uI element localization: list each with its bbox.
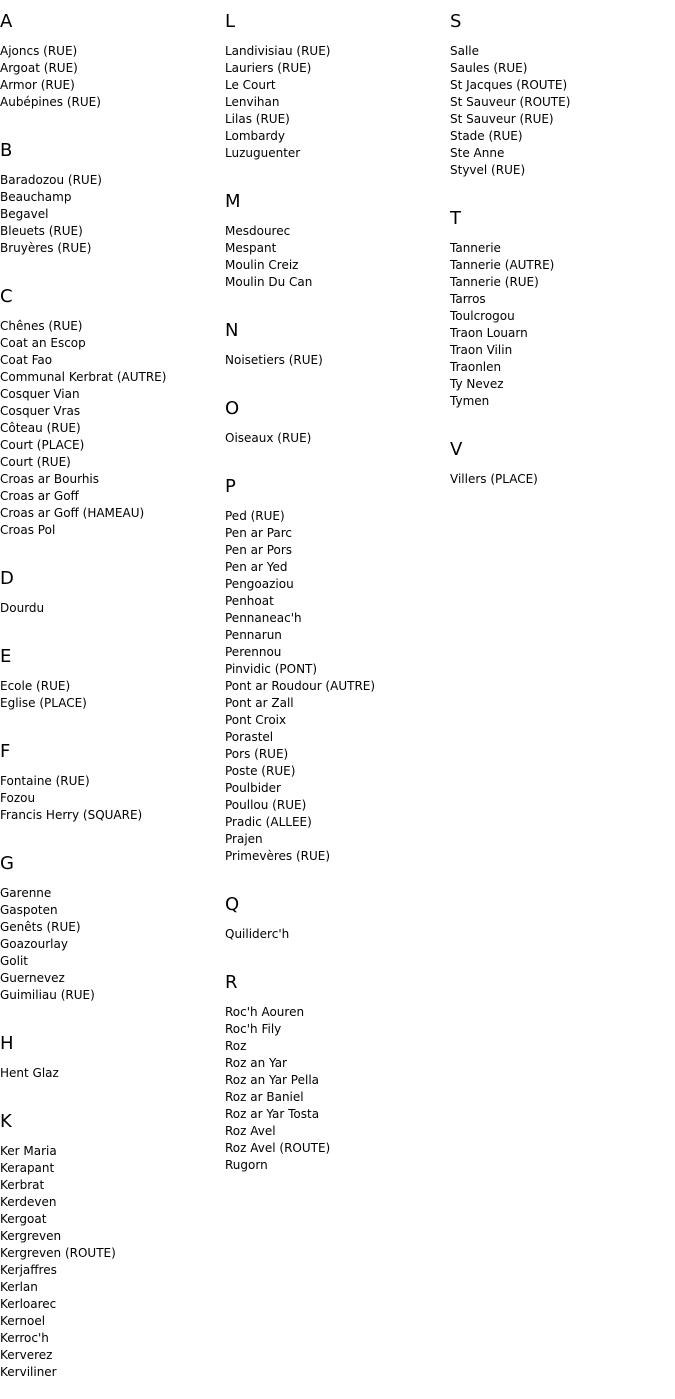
letter-heading: D xyxy=(0,568,14,589)
street-link[interactable]: Kerdeven xyxy=(0,1195,57,1209)
street-link[interactable]: Pinvidic (PONT) xyxy=(225,662,318,676)
letter-heading: C xyxy=(0,286,13,307)
street-link[interactable]: Roz an Yar xyxy=(225,1056,287,1070)
street-link[interactable]: Bleuets (RUE) xyxy=(0,224,83,238)
letter-group xyxy=(450,0,675,197)
street-link[interactable]: Kerbrat xyxy=(0,1178,45,1192)
street-link[interactable]: Croas Pol xyxy=(0,523,56,537)
letter-heading: L xyxy=(225,11,236,32)
street-link[interactable]: Pennaneac'h xyxy=(225,611,302,625)
letter-heading: K xyxy=(0,1111,12,1132)
street-link[interactable]: Roz Avel xyxy=(225,1124,276,1138)
street-link[interactable]: Ty Nevez xyxy=(450,377,504,391)
street-link[interactable]: Roz ar Yar Tosta xyxy=(225,1107,320,1121)
street-link[interactable]: Baradozou (RUE) xyxy=(0,173,102,187)
street-link[interactable]: Kergreven (ROUTE) xyxy=(0,1246,116,1260)
street-link[interactable]: Kerjaffres xyxy=(0,1263,57,1277)
street-link[interactable]: Gaspoten xyxy=(0,903,58,917)
street-link[interactable]: Tymen xyxy=(450,394,490,408)
letter-group xyxy=(0,1100,225,1399)
street-link[interactable]: St Sauveur (ROUTE) xyxy=(450,95,571,109)
letter-heading: E xyxy=(0,646,12,667)
street-list xyxy=(225,420,450,465)
street-link[interactable]: Pengoaziou xyxy=(225,577,294,591)
street-link[interactable]: Coat an Escop xyxy=(0,336,86,350)
street-list xyxy=(225,213,450,309)
street-link[interactable]: Pennarun xyxy=(225,628,282,642)
index-column xyxy=(450,0,675,506)
street-link[interactable]: Garenne xyxy=(0,886,52,900)
street-link[interactable]: Lilas (RUE) xyxy=(225,112,290,126)
letter-heading: F xyxy=(0,741,11,762)
street-link[interactable]: Pen ar Parc xyxy=(225,526,293,540)
street-link[interactable]: Le Court xyxy=(225,78,276,92)
letter-heading: O xyxy=(225,398,240,419)
street-link[interactable]: Guimiliau (RUE) xyxy=(0,988,95,1002)
letter-group xyxy=(0,635,225,730)
street-list xyxy=(450,230,675,428)
letter-group xyxy=(0,129,225,275)
street-link[interactable]: Lauriers (RUE) xyxy=(225,61,312,75)
street-link[interactable]: Fontaine (RUE) xyxy=(0,774,90,788)
letter-heading: R xyxy=(225,972,238,993)
index-column xyxy=(0,0,225,1399)
street-link[interactable]: Golit xyxy=(0,954,29,968)
street-link[interactable]: Roc'h Aouren xyxy=(225,1005,305,1019)
street-link[interactable]: Bruyères (RUE) xyxy=(0,241,92,255)
street-link[interactable]: Kerloarec xyxy=(0,1297,57,1311)
street-link[interactable]: Beauchamp xyxy=(0,190,72,204)
street-link[interactable]: Mesdourec xyxy=(225,224,291,238)
street-link[interactable]: Ecole (RUE) xyxy=(0,679,71,693)
street-link[interactable]: Communal Kerbrat (AUTRE) xyxy=(0,370,167,384)
street-link[interactable]: Poste (RUE) xyxy=(225,764,296,778)
letter-group xyxy=(0,730,225,842)
street-link[interactable]: Kergoat xyxy=(0,1212,47,1226)
street-link[interactable]: Aubépines (RUE) xyxy=(0,95,101,109)
letter-group xyxy=(225,961,450,1192)
street-link[interactable]: Saules (RUE) xyxy=(450,61,528,75)
street-link[interactable]: Kerroc'h xyxy=(0,1331,49,1345)
street-list xyxy=(0,668,225,730)
street-link[interactable]: Francis Herry (SQUARE) xyxy=(0,808,143,822)
street-link[interactable]: Tarros xyxy=(450,292,486,306)
street-link[interactable]: Noisetiers (RUE) xyxy=(225,353,323,367)
street-link[interactable]: Moulin Creiz xyxy=(225,258,299,272)
letter-heading: P xyxy=(225,476,236,497)
street-link[interactable]: Rugorn xyxy=(225,1158,268,1172)
street-link[interactable]: Traon Louarn xyxy=(450,326,528,340)
letter-group xyxy=(225,309,450,387)
street-list xyxy=(225,916,450,961)
street-link[interactable]: Tannerie (RUE) xyxy=(450,275,539,289)
street-list xyxy=(0,33,225,129)
street-link[interactable]: Penhoat xyxy=(225,594,274,608)
street-link[interactable]: Croas ar Bourhis xyxy=(0,472,100,486)
street-link[interactable]: Landivisiau (RUE) xyxy=(225,44,331,58)
street-link[interactable]: Ste Anne xyxy=(450,146,505,160)
street-link[interactable]: Cosquer Vras xyxy=(0,404,81,418)
street-link[interactable]: St Sauveur (RUE) xyxy=(450,112,554,126)
street-link[interactable]: Armor (RUE) xyxy=(0,78,75,92)
street-link[interactable]: Court (PLACE) xyxy=(0,438,85,452)
street-link[interactable]: Roc'h Fily xyxy=(225,1022,282,1036)
street-link[interactable]: Cosquer Vian xyxy=(0,387,80,401)
street-link[interactable]: Tannerie xyxy=(450,241,501,255)
street-link[interactable]: Salle xyxy=(450,44,480,58)
street-link[interactable]: Pors (RUE) xyxy=(225,747,289,761)
street-link[interactable]: Luzuguenter xyxy=(225,146,301,160)
street-link[interactable]: Roz an Yar Pella xyxy=(225,1073,320,1087)
street-link[interactable]: Fozou xyxy=(0,791,36,805)
street-link[interactable]: Traon Vilin xyxy=(450,343,513,357)
street-link[interactable]: Croas ar Goff (HAMEAU) xyxy=(0,506,145,520)
street-link[interactable]: Genêts (RUE) xyxy=(0,920,81,934)
street-link[interactable]: Eglise (PLACE) xyxy=(0,696,87,710)
street-link[interactable]: Kergreven xyxy=(0,1229,62,1243)
street-link[interactable]: Lenvihan xyxy=(225,95,280,109)
street-link[interactable]: Dourdu xyxy=(0,601,45,615)
street-list xyxy=(0,875,225,1022)
street-link[interactable]: Primevères (RUE) xyxy=(225,849,331,863)
street-link[interactable]: Chênes (RUE) xyxy=(0,319,83,333)
street-list xyxy=(0,590,225,635)
letter-heading: V xyxy=(450,439,463,460)
letter-group xyxy=(225,180,450,309)
letter-heading: A xyxy=(0,11,13,32)
street-link[interactable]: Styvel (RUE) xyxy=(450,163,526,177)
letter-heading: B xyxy=(0,140,13,161)
letter-group xyxy=(0,557,225,635)
street-link[interactable]: Kerviliner xyxy=(0,1365,57,1379)
letter-group xyxy=(225,0,450,180)
street-link[interactable]: Pont Croix xyxy=(225,713,287,727)
street-link[interactable]: Hent Glaz xyxy=(0,1066,59,1080)
street-link[interactable]: Mespant xyxy=(225,241,277,255)
street-link[interactable]: Kerapant xyxy=(0,1161,55,1175)
street-link[interactable]: Kerlan xyxy=(0,1280,38,1294)
letter-group xyxy=(225,465,450,883)
street-list xyxy=(0,162,225,275)
letter-group xyxy=(0,0,225,129)
letter-heading: H xyxy=(0,1033,14,1054)
street-link[interactable]: Pen ar Yed xyxy=(225,560,288,574)
street-link[interactable]: Pont ar Zall xyxy=(225,696,294,710)
letter-heading: N xyxy=(225,320,239,341)
letter-heading: Q xyxy=(225,894,240,915)
letter-group xyxy=(225,883,450,961)
street-link[interactable]: Stade (RUE) xyxy=(450,129,523,143)
street-link[interactable]: Poulbider xyxy=(225,781,281,795)
street-list xyxy=(225,994,450,1192)
letter-heading: S xyxy=(450,11,462,32)
street-link[interactable]: Roz ar Baniel xyxy=(225,1090,304,1104)
street-link[interactable]: Goazourlay xyxy=(0,937,68,951)
street-link[interactable]: Ped (RUE) xyxy=(225,509,285,523)
street-link[interactable]: Roz xyxy=(225,1039,247,1053)
street-link[interactable]: Ajoncs (RUE) xyxy=(0,44,78,58)
letter-heading: G xyxy=(0,853,14,874)
letter-group xyxy=(0,275,225,557)
street-list xyxy=(0,308,225,557)
letter-group xyxy=(225,387,450,465)
street-link[interactable]: Roz Avel (ROUTE) xyxy=(225,1141,331,1155)
street-list xyxy=(225,342,450,387)
street-list xyxy=(0,1055,225,1100)
street-list xyxy=(0,763,225,842)
street-link[interactable]: Coat Fao xyxy=(0,353,53,367)
street-list xyxy=(225,33,450,180)
street-link[interactable]: Côteau (RUE) xyxy=(0,421,81,435)
street-link[interactable]: Argoat (RUE) xyxy=(0,61,78,75)
street-list xyxy=(0,1133,225,1399)
street-list xyxy=(450,33,675,197)
street-link[interactable]: Toulcrogou xyxy=(450,309,515,323)
letter-group xyxy=(450,197,675,428)
street-link[interactable]: Pradic (ALLEE) xyxy=(225,815,312,829)
street-link[interactable]: Croas ar Goff xyxy=(0,489,79,503)
street-link[interactable]: Villers (PLACE) xyxy=(450,472,538,486)
street-link[interactable]: Tannerie (AUTRE) xyxy=(450,258,555,272)
street-link[interactable]: Porastel xyxy=(225,730,274,744)
street-link[interactable]: Pen ar Pors xyxy=(225,543,293,557)
street-link[interactable]: Perennou xyxy=(225,645,282,659)
street-link[interactable]: Traonlen xyxy=(450,360,502,374)
street-list xyxy=(225,498,450,883)
letter-heading: M xyxy=(225,191,241,212)
street-link[interactable]: Poullou (RUE) xyxy=(225,798,307,812)
letter-group xyxy=(0,842,225,1022)
street-link[interactable]: Pont ar Roudour (AUTRE) xyxy=(225,679,376,693)
street-link[interactable]: Kerverez xyxy=(0,1348,53,1362)
letter-group xyxy=(450,428,675,506)
street-link[interactable]: Court (RUE) xyxy=(0,455,71,469)
index-column xyxy=(225,0,450,1192)
street-link[interactable]: St Jacques (ROUTE) xyxy=(450,78,568,92)
street-link[interactable]: Guernevez xyxy=(0,971,65,985)
street-link[interactable]: Begavel xyxy=(0,207,49,221)
street-link[interactable]: Kernoel xyxy=(0,1314,46,1328)
letter-heading: T xyxy=(450,208,461,229)
letter-group xyxy=(0,1022,225,1100)
street-link[interactable]: Quiliderc'h xyxy=(225,927,290,941)
street-link[interactable]: Oiseaux (RUE) xyxy=(225,431,312,445)
street-list xyxy=(450,461,675,506)
street-link[interactable]: Prajen xyxy=(225,832,263,846)
street-link[interactable]: Ker Maria xyxy=(0,1144,57,1158)
street-link[interactable]: Moulin Du Can xyxy=(225,275,313,289)
street-link[interactable]: Lombardy xyxy=(225,129,285,143)
